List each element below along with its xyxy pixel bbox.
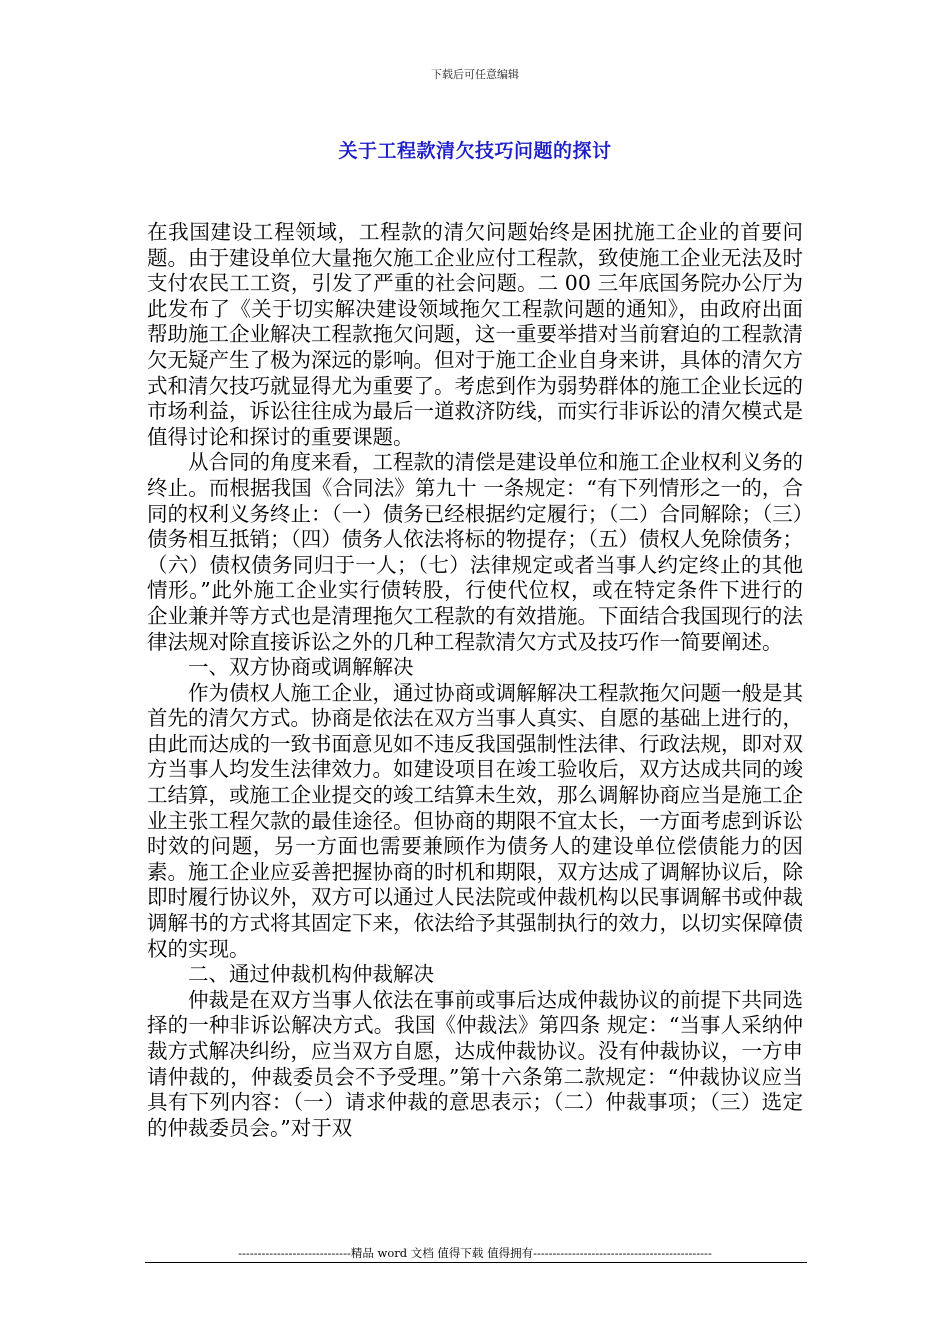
section-heading-arbitration: 二、通过仲裁机构仲裁解决 xyxy=(188,962,434,987)
paragraph-arbitration: 仲裁是在双方当事人依法在事前或事后达成仲裁协议的前提下共同选择的一种非诉讼解决方式。我国《仲裁法》第四条 规定：“当事人采纳仲裁方式解决纠纷，应当双方自愿，达成仲裁协议。没有仲裁协议，一方申请仲裁的，仲裁委员会不予受理。”第十六条第二款规定：“仲裁协议应当具有下列内容：（一）请求仲裁的意思表示；（二）仲裁事项；（三）选定的仲裁委员会。”对于双 xyxy=(147,987,803,1140)
header-note: 下载后可任意编辑 xyxy=(431,68,519,81)
document-body xyxy=(147,220,803,1141)
footer-divider xyxy=(145,1262,807,1263)
footer-note: -----------------------------精品 word 文档 值得下载 值得拥有---------------------------------------------- xyxy=(238,1246,712,1260)
document-title: 关于工程款清欠技巧问题的探讨 xyxy=(338,140,612,162)
paragraph-intro: 在我国建设工程领域，工程款的清欠问题始终是困扰施工企业的首要问题。由于建设单位大量拖欠施工企业应付工程款，致使施工企业无法及时支付农民工工资，引发了严重的社会问题。二 00 三年底国务院办公厅为此发布了《关于切实解决建设领域拖欠工程款问题的通知》，由政府出面帮助施工企业解决工程款拖欠问题，这一重要举措对当前窘迫的工程款清欠无疑产生了极为深远的影响。但对于施工企业自身来讲，具体的清欠方式和清欠技巧就显得尤为重要了。考虑到作为弱势群体的施工企业长远的市场利益，诉讼往往成为最后一道救济防线，而实行非诉讼的清欠模式是值得讨论和探讨的重要课题。 xyxy=(147,220,803,449)
paragraph-contract-law: 从合同的角度来看，工程款的清偿是建设单位和施工企业权利义务的终止。而根据我国《合同法》第九十 一条规定：“有下列情形之一的，合同的权利义务终止：（一）债务已经根据约定履行；（二）合同解除；（三）债务相互抵销；（四）债务人依法将标的物提存；（五）债权人免除债务；（六）债权债务同归于一人；（七）法律规定或者当事人约定终止的其他情形。”此外施工企业实行债转股，行使代位权，或在特定条件下进行的企业兼并等方式也是清理拖欠工程款的有效措施。下面结合我国现行的法律法规对除直接诉讼之外的几种工程款清欠方式及技巧作一简要阐述。 xyxy=(147,450,803,654)
section-heading-negotiation: 一、双方协商或调解解决 xyxy=(188,655,414,680)
paragraph-negotiation: 作为债权人施工企业，通过协商或调解解决工程款拖欠问题一般是其首先的清欠方式。协商是依法在双方当事人真实、自愿的基础上进行的，由此而达成的一致书面意见如不违反我国强制性法律、行政法规，即对双方当事人均发生法律效力。如建设项目在竣工验收后，双方达成共同的竣工结算，或施工企业提交的竣工结算未生效，那么调解协商应当是施工企业主张工程欠款的最佳途径。但协商的期限不宜太长，一方面考虑到诉讼时效的问题，另一方面也需要兼顾作为债务人的建设单位偿债能力的因素。施工企业应妥善把握协商的时机和期限，双方达成了调解协议后，除即时履行协议外，双方可以通过人民法院或仲裁机构以民事调解书或仲裁调解书的方式将其固定下来，依法给予其强制执行的效力，以切实保障债权的实现。 xyxy=(147,680,803,961)
